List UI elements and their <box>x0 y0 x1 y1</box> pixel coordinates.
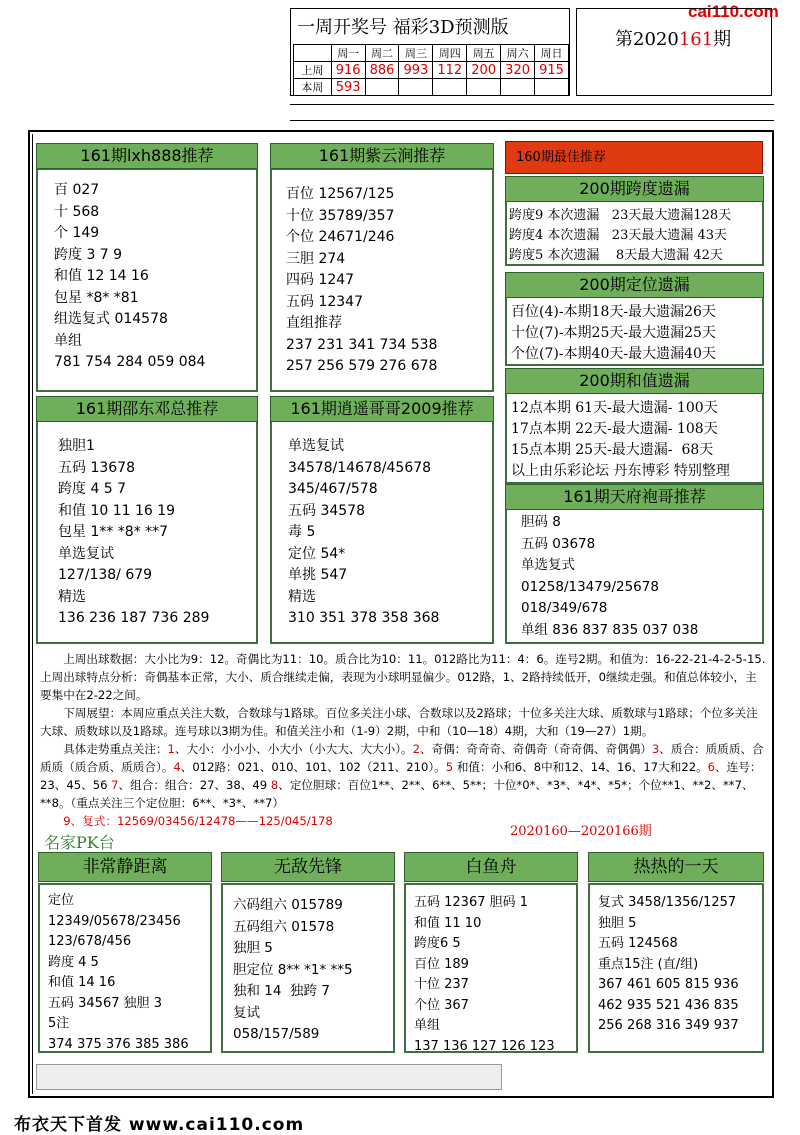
panel-tianfu <box>505 506 764 644</box>
draw-number <box>399 79 433 96</box>
panel-title: 161期邵东邓总推荐 <box>36 396 258 422</box>
site-url[interactable]: cai110.com <box>688 2 779 21</box>
draw-number: 886 <box>365 62 399 79</box>
panel-body: 跨度9 本次遗漏 23天最大遗漏128天 跨度4 本次遗漏 23天最大遗漏 43天 跨度5 本次遗漏 8天最大遗漏 42天 <box>509 208 732 263</box>
panel-feichang <box>38 883 212 1053</box>
weekday-cell: 周五 <box>467 45 501 62</box>
panel-baiyuzhou <box>404 883 578 1053</box>
panel-xiaoyao <box>270 420 494 644</box>
panel-body: 五码 12367 胆码 1 和值 11 10 跨度6 5 百位 189 十位 237 个位 367 单组 137 136 127 126 123 <box>414 895 555 1054</box>
best-recommend-title: 160期最佳推荐 <box>505 141 763 174</box>
last-week-row <box>294 62 569 79</box>
panel-ziyunjian <box>270 168 494 392</box>
draw-number <box>365 79 399 96</box>
panel-lxh888 <box>36 168 258 392</box>
panel-body: 胆码 8 五码 03678 单选复式 01258/13479/25678 018/349/678 单组 836 837 835 037 038 <box>521 514 699 638</box>
panel-span-miss <box>505 198 764 266</box>
panel-body: 单选复试 34578/14678/45678 345/467/578 五码 34578 毒 5 定位 54* 单挑 547 精选 310 351 378 358 368 <box>288 438 440 626</box>
panel-body: 百 027 十 568 个 149 跨度 3 7 9 和值 12 14 16 包星 *8* *81 组选复式 014578 单组 781 754 284 059 084 <box>54 182 206 370</box>
draw-number: 200 <box>467 62 501 79</box>
draw-number: 320 <box>501 62 535 79</box>
issue-box <box>576 8 772 96</box>
weekday-cell: 周日 <box>535 45 569 62</box>
draw-number <box>501 79 535 96</box>
weekday-cell: 周一 <box>331 45 365 62</box>
divider <box>290 104 774 105</box>
page-title: 一周开奖号 福彩3D预测版 <box>297 17 509 38</box>
draw-number <box>433 79 467 96</box>
panel-position-miss <box>505 296 764 366</box>
draw-number <box>467 79 501 96</box>
draw-number: 993 <box>399 62 433 79</box>
analysis-notes <box>40 650 768 830</box>
panel-title: 热热的一天 <box>588 852 764 882</box>
draw-number: 915 <box>535 62 569 79</box>
draw-number: 112 <box>433 62 467 79</box>
panel-title: 161期紫云涧推荐 <box>270 143 494 169</box>
note-paragraph: 下周展望：本周应重点关注大数，合数球与1路球。百位多关注小球、合数球以及2路球；十位多关注大球、质数球与1路球；个位多关注大球、质数球以及1路球。连号球以3期为佳。和值关注小和（1-9）2期，中和（10—18）4期，大和（19—27）1期。 <box>40 706 758 738</box>
row-label: 上周 <box>294 62 332 79</box>
weekday-cell: 周四 <box>433 45 467 62</box>
row-label: 本周 <box>294 79 332 96</box>
weekday-cell: 周二 <box>365 45 399 62</box>
weekday-row <box>294 45 569 62</box>
panel-shaodong <box>36 420 258 644</box>
weekly-draw-box <box>290 8 570 96</box>
panel-title: 161期逍遥哥哥2009推荐 <box>270 396 494 422</box>
weekly-draw-table <box>293 44 569 96</box>
footer-bar <box>36 1064 502 1090</box>
panel-body: 百位(4)-本期18天-最大遗漏26天 十位(7)-本期25天-最大遗漏25天 个位(7)-本期40天-最大遗漏40天 <box>511 304 716 362</box>
weekday-cell: 周三 <box>399 45 433 62</box>
panel-body: 12点本期 61天-最大遗漏- 100天 17点本期 22天-最大遗漏- 108天 15点本期 25天-最大遗漏- 68天 以上由乐彩论坛 丹东博彩 特别整理 <box>511 400 730 479</box>
panel-title: 161期lxh888推荐 <box>36 143 258 169</box>
panel-body: 定位 12349/05678/23456 123/678/456 跨度 4 5 和值 14 16 五码 34567 独胆 3 5注 374 375 376 385 386 <box>48 893 189 1052</box>
panel-title: 白鱼舟 <box>404 852 578 882</box>
this-week-row <box>294 79 569 96</box>
draw-number: 916 <box>331 62 365 79</box>
pk-section-title: 名家PK台 <box>44 833 115 852</box>
weekday-cell: 周六 <box>501 45 535 62</box>
divider <box>290 120 774 121</box>
note-paragraph: 9、复式：12569/03456/12478——125/045/178 <box>63 814 333 828</box>
draw-number: 593 <box>331 79 365 96</box>
note-paragraph: 具体走势重点关注：1、大小：小小小、小大小（小大大、大大小）。2、奇偶：奇奇奇、奇偶奇（奇奇偶、奇偶偶）3、质合：质质质、合质质（质合质、质质合）。4、012路：021、010、101、102（211、210）。5 和值：小和6、8中和12、14、16、17大和22。6、连号：23、45、56 7、组合：组合：27、38、49 8、定位胆球：百位1**、2**、6**、5**；十位*0*、*3*、*4*、*5*；个位**1、**2、**7、**8。（重点关注三个定位胆：6**、*3*、**7） <box>40 742 764 810</box>
panel-title: 无敌先锋 <box>221 852 395 882</box>
panel-body: 六码组六 015789 五码组六 01578 独胆 5 胆定位 8** *1* **5 独和 14 独跨 7 复试 058/157/589 <box>233 897 353 1042</box>
panel-body: 百位 12567/125 十位 35789/357 个位 24671/246 三胆 274 四码 1247 五码 12347 直组推荐 237 231 341 734 538 257 256 579 276 678 <box>286 186 438 374</box>
divider <box>32 134 33 1094</box>
draw-number <box>535 79 569 96</box>
panel-title: 161期天府袍哥推荐 <box>505 484 764 510</box>
panel-rere <box>588 883 764 1053</box>
panel-title: 200期定位遗漏 <box>505 272 764 298</box>
panel-title: 非常静距离 <box>38 852 212 882</box>
panel-title: 200期和值遗漏 <box>505 368 764 394</box>
panel-body: 复式 3458/1356/1257 独胆 5 五码 124568 重点15注 (直/组) 367 461 605 815 936 462 935 521 436 835 256 268 316 349 937 <box>598 895 739 1033</box>
panel-body: 独胆1 五码 13678 跨度 4 5 7 和值 10 11 16 19 包星 1** *8* **7 单选复试 127/138/ 679 精选 136 236 187 736 289 <box>58 438 210 626</box>
panel-sum-miss <box>505 392 764 484</box>
panel-wudi <box>221 883 395 1053</box>
panel-title: 200期跨度遗漏 <box>505 176 764 202</box>
issue-range: 2020160—2020166期 <box>510 824 652 839</box>
footer-slogan: 布衣天下首发 www.cai110.com <box>14 1115 305 1135</box>
issue-number: 第2020161期 <box>615 29 732 50</box>
note-paragraph: 上周出球数据：大小比为9：12。奇偶比为11：10。质合比为10：11。012路比为11：4：6。连号2期。和值为：16-22-21-4-2-5-15.上周出球特点分析：奇偶基本正常，大小、质合继续走偏，表现为小球明显偏少。012路，1、2路持续低开，0继续走强。和值总体较小，主要集中在2-22之间。 <box>40 652 766 702</box>
